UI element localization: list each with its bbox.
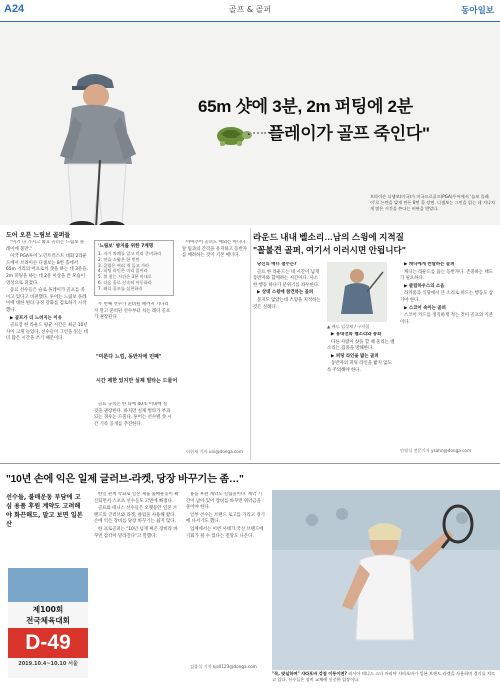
- paragraph: 업계에서는 이번 사태가 국산 브랜드에 기회가 될 수 있다는 전망도 나온다.: [186, 526, 264, 539]
- left-story-column-a: [6, 240, 88, 460]
- paragraph: 골프 한 라운드는 네 시간이 넘게 동반자와 함께하는 시간이다. 사소한 행동 하나가 분위기를 좌우한다.: [253, 269, 320, 288]
- sports-festival-promo: [8, 568, 88, 678]
- promo-dates: 2019.10.4~10.10 서울: [18, 661, 78, 667]
- paragraph: 골프장 한 라운드 평균 시간은 최근 10년 사이 크게 늘었다. 선수들이 그린을 읽는 데 더 많은 시간을 쓰기 때문이다.: [6, 323, 88, 342]
- tennis-player-photo: [272, 490, 500, 670]
- paragraph: 캐디는 라운드를 돕는 동반자다. 존중하는 태도가 필요하다.: [400, 269, 493, 282]
- bottom-story-column-g: [186, 492, 266, 670]
- paragraph: 골프 규칙은 한 타에 40초 이내에 칠 것을 권장한다. 하지만 실제 벌타가 부과되는 경우는 드물다. 투어는 선수별 샷 시간 기록 공개를 추진한다.: [94, 402, 172, 427]
- bottom-story-headline: "10년 손에 익은 일제 글러브-라켓, 당장 바꾸기는 좀…": [6, 474, 244, 485]
- paper-name: 동아일보: [461, 6, 494, 16]
- mini-photo-label: ▲ 배드 임성재 / 구자철: [327, 324, 370, 329]
- promo-dday-counter: D-49: [8, 628, 88, 658]
- paragraph: 동반자의 퍼팅 라인을 밟지 않도록 주의해야 한다.: [327, 361, 392, 373]
- paragraph: 스코어 카드를 정직하게 적는 것이 골프의 기본이다.: [400, 313, 493, 325]
- left-story-headline: 도어 오픈 느림보 골퍼들: [6, 232, 71, 239]
- turtle-icon: [211, 122, 255, 148]
- left-story-column-b2: [94, 402, 172, 460]
- right-story-headline-1: 라운드 내내 벨소리…남의 스윙에 지적질: [253, 232, 404, 242]
- subheading: ▶ 골프가 더 느려지는 이유: [10, 315, 62, 321]
- paragraph: "이거 다 가지고 봐요 골퍼는 느림보 플레이에 불만.": [6, 240, 85, 252]
- rules-box-item: 1. 자기 차례를 알고 미리 준비하라: [98, 251, 162, 256]
- rules-box-title: '느림보' 방지를 위한 7계명: [98, 244, 154, 249]
- subheading: ▶ 상대 스윙에 참견하는 골퍼: [257, 290, 314, 296]
- paragraph: 묻지도 않았는데 스윙을 지적하는 것은 실례다.: [253, 297, 321, 310]
- right-story-column-e: [327, 332, 395, 460]
- paragraph: 일부 선수는 브랜드 로고를 가리고 경기에 나서기도 했다.: [186, 512, 265, 525]
- right-story-byline: 안영식 전문기자 ysahn@donga.com: [400, 448, 472, 453]
- paragraph: 다른 사람이 샷을 할 때 울리는 벨소리는 집중을 방해한다.: [327, 339, 395, 352]
- rules-box-item: 5. 볼 찾는 시간은 3분 이내로: [98, 274, 152, 280]
- rules-box-item: 2. 연습 스윙은 한 번만: [98, 256, 140, 262]
- promo-title-1: 제100회: [32, 605, 64, 614]
- bottom-story-lead: 선수들, 불매운동 부담에 고심 용품 후원 계약도 고려해야 화끈해도, 말고 보면 일본산: [6, 494, 83, 528]
- subheading: ▶ 캐디에게 반말하는 골퍼: [404, 262, 455, 267]
- rules-box: [94, 240, 174, 296]
- paragraph: 한 프로골퍼는 "10년 넘게 써온 장비라 바꾸면 감각이 달라진다"고 말했다.: [94, 526, 178, 539]
- subheading: ▶ 휴대전화 벨소리와 통화: [331, 332, 382, 337]
- subheading: ▶ 스코어 속이는 골퍼: [404, 305, 446, 311]
- paragraph: 아마추어 골퍼도 예외는 아니다. 앞 팀과의 간격을 유지하고 동반자를 배려하는 것이 기본 매너다.: [182, 240, 247, 259]
- promo-title-2: 전국체육대회: [25, 616, 70, 625]
- masthead: [0, 0, 500, 22]
- paragraph: 미국 PGA투어 노던트러스트 대회 2라운드에서 브라이슨 디섐보는 8번 홀에서 65m 거리의 어프로치 샷을 하는 데 3분을, 2m 퍼팅을 하는 데 2분 이상을 쓴 모습이 영상으로 퍼졌다.: [6, 254, 88, 286]
- paragraph: 라커룸과 식당에서 큰 소리로 떠드는 행동도 삼가야 한다.: [400, 291, 493, 303]
- paragraph: 용품 후원 계약도 걸림돌이다. 계약 기간이 남아 있어 장비를 바꾸면 위약금을 물어야 한다.: [186, 492, 262, 511]
- left-story-column-b: [94, 302, 172, 350]
- right-story-headline-2: "꼴불견 골퍼, 여기서 이러시면 안됩니다": [253, 245, 406, 255]
- feature-headline-1: 65m 샷에 3분, 2m 퍼팅에 2분: [198, 97, 413, 116]
- feature-headline-2: 플레이가 골프 죽인다": [268, 124, 430, 143]
- bottom-story-byline: 김종석 기자 kjs0123@donga.com: [190, 664, 257, 669]
- left-story-column-c: [182, 240, 248, 460]
- rules-box-item: 3. 클럽은 여러 개 들고 가라: [98, 262, 150, 268]
- feature-photo-caption: 브라이슨 디섐보(미국)가 미국프로골프(PGA)투어에서 '늘보 플레이'로 논란을 빚게 만든 8번 홀 장면. 디섐보는 그린을 읽는 데 지나치게 많은 시간을 쓴다는 비판을 받았다.: [370, 194, 495, 211]
- bottom-story-column-f: [94, 492, 180, 670]
- dotted-line: [246, 132, 266, 134]
- pull-quote-1: "미룬다 느낌, 동반자에 민폐": [96, 354, 162, 360]
- rules-box-item: 7. 레디 골프를 실천하라: [98, 285, 143, 291]
- tennis-photo-caption: [272, 671, 496, 683]
- page-number: A24: [4, 3, 25, 15]
- right-story-column-d: [253, 262, 321, 462]
- right-story-sidebar: [400, 262, 496, 462]
- rules-box-item: 6. 다음 홀로 신속히 이동하라: [98, 279, 152, 285]
- column-divider: [250, 228, 251, 460]
- paragraph: 동료 선수들은 슬로 플레이가 골프를 죽이고 있다고 비판했다. 투어는 느림보 플레이에 대한 벌타 규정 강화를 검토하기 시작했다.: [6, 288, 87, 313]
- golfer-illustration: [20, 60, 160, 225]
- paragraph: 두 번째 선수가 준비될 때까지 기다리지 말고 준비된 선수부터 치는 레디 골프가 권장된다.: [94, 302, 171, 321]
- paragraph: 한일 관계 악화로 일본 제품 불매운동이 확산되면서 스포츠 선수들도 고민에 빠졌다.: [94, 492, 179, 504]
- left-story-byline: 이헌재 기자 uni@donga.com: [186, 449, 243, 454]
- subheading: 당신의 매너 점수는?: [257, 262, 297, 267]
- pull-quote-2: 시간 제한 있지만 실제 벌타는 드물어: [96, 378, 178, 384]
- subheading: ▶ 퍼팅 라인을 밟는 골퍼: [331, 353, 379, 359]
- caption-title: "꼭, 맞실하며" 샤라포바 강점 이동이면?: [272, 671, 347, 676]
- section-title: 골프 & 골퍼: [228, 5, 272, 14]
- caption-text: 러시아 테니스 스타 마리야 샤라포바가 일본 브랜드 라켓을 사용하며 경기를 치르고 있다. 선수들은 장비 교체에 신중한 입장이다.: [272, 671, 496, 682]
- golfer-mini-photo: [327, 262, 387, 322]
- rules-box-item: 4. 퍼팅 라인은 미리 읽어라: [98, 268, 148, 274]
- subheading: ▶ 클럽하우스의 소음: [404, 283, 445, 289]
- feature-photo: [0, 22, 500, 225]
- promo-banner-graphic: [8, 568, 88, 602]
- section-divider: [0, 463, 500, 464]
- paragraph: 골프와 테니스 선수들은 오랫동안 일본 브랜드의 글러브와 라켓, 클럽을 사용해 왔다. 손에 익은 장비를 당장 바꾸기는 쉽지 않다.: [94, 506, 178, 525]
